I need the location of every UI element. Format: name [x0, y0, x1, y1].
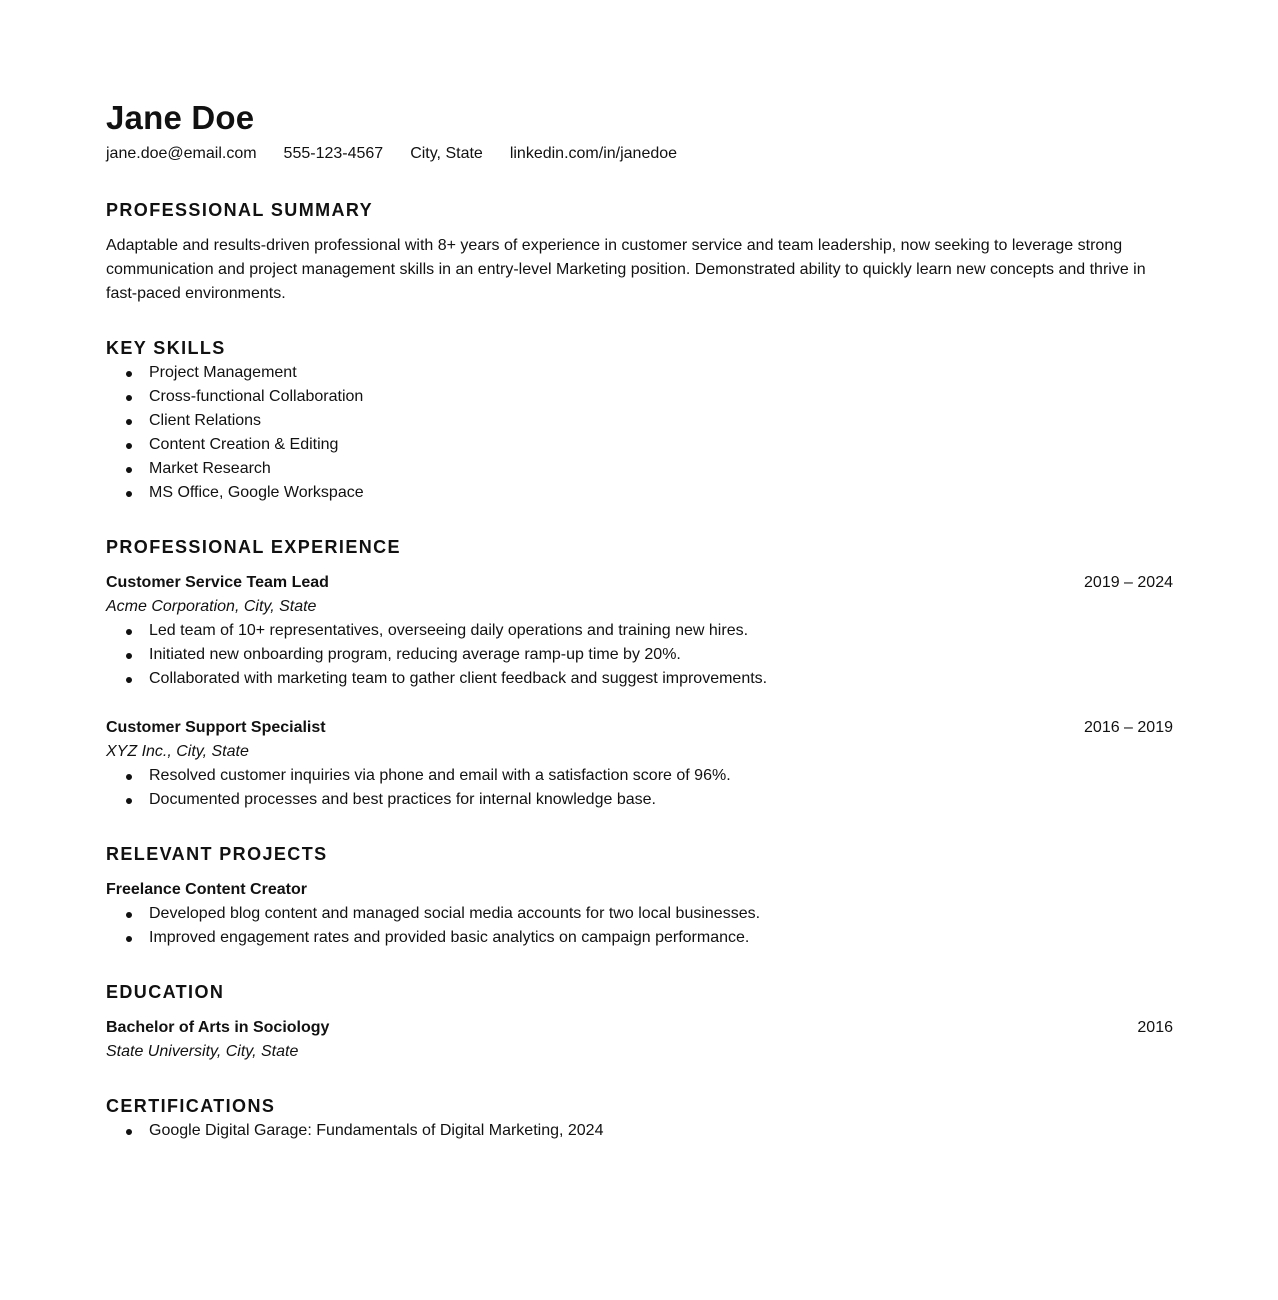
education-section [106, 979, 1173, 1064]
bullet-dot [126, 443, 132, 449]
job-header [106, 716, 1173, 740]
section-title-summary: PROFESSIONAL SUMMARY [106, 200, 374, 220]
job-dates: 2016 – 2019 [1084, 719, 1173, 736]
summary-section [106, 197, 1173, 306]
section-title-experience: PROFESSIONAL EXPERIENCE [106, 537, 401, 557]
resume-header [106, 96, 1173, 166]
skill-text: Market Research [149, 460, 271, 477]
job-bullet [106, 619, 1173, 643]
job-bullet-text: Led team of 10+ representatives, overseeing daily operations and training new hires. [149, 622, 749, 639]
skill-text: Client Relations [149, 412, 262, 429]
job-header [106, 571, 1173, 595]
job-bullet-text: Documented processes and best practices for internal knowledge base. [149, 791, 656, 808]
job-bullet [106, 788, 1173, 812]
certifications-list [106, 1119, 1173, 1143]
resume [106, 96, 1173, 1143]
bullet-dot [126, 371, 132, 377]
skill-text: MS Office, Google Workspace [149, 484, 364, 501]
bullet-dot [126, 774, 132, 780]
graduation-year: 2016 [1137, 1019, 1173, 1036]
job-bullets [106, 619, 1173, 691]
candidate-name: Jane Doe [106, 99, 255, 136]
skill-item [106, 409, 1173, 433]
bullet-dot [126, 936, 132, 942]
section-title-education: EDUCATION [106, 982, 225, 1002]
job-title: Customer Support Specialist [106, 719, 326, 736]
job-bullet [106, 667, 1173, 691]
bullet-dot [126, 467, 132, 473]
project-bullet [106, 926, 1173, 950]
project-bullet-text: Developed blog content and managed social media accounts for two local businesses. [149, 905, 761, 922]
summary-text: Adaptable and results-driven professional with 8+ years of experience in customer service and team leadership, now seeking to leverage strong communication and project management skills in an entry-level Marketing position. Demonstrated ability to quickly learn new concepts and thrive in fast-paced environments. [106, 237, 1146, 302]
certification-text: Google Digital Garage: Fundamentals of Digital Marketing, 2024 [149, 1122, 604, 1139]
section-title-certifications: CERTIFICATIONS [106, 1096, 276, 1116]
certifications-section [106, 1093, 1173, 1143]
bullet-dot [126, 912, 132, 918]
bullet-dot [126, 677, 132, 683]
education-header [106, 1016, 1173, 1040]
project-bullet-text: Improved engagement rates and provided basic analytics on campaign performance. [149, 929, 750, 946]
bullet-dot [126, 798, 132, 804]
skill-text: Cross-functional Collaboration [149, 388, 364, 405]
skills-section [106, 335, 1173, 505]
experience-section [106, 534, 1173, 812]
job-dates: 2019 – 2024 [1084, 574, 1173, 591]
certification-item [106, 1119, 1173, 1143]
school-name: State University, City, State [106, 1043, 299, 1060]
job-entry [106, 716, 1173, 812]
job-title: Customer Service Team Lead [106, 574, 329, 591]
job-bullets [106, 764, 1173, 812]
job-bullet [106, 764, 1173, 788]
contact-email: jane.doe@email.com [106, 145, 257, 162]
skill-item [106, 481, 1173, 505]
contact-line [106, 142, 1173, 166]
bullet-dot [126, 419, 132, 425]
education-entry [106, 1016, 1173, 1064]
skills-list [106, 361, 1173, 505]
project-entry [106, 878, 1173, 950]
bullet-dot [126, 395, 132, 401]
job-bullet-text: Collaborated with marketing team to gather client feedback and suggest improvements. [149, 670, 768, 687]
degree-name: Bachelor of Arts in Sociology [106, 1019, 330, 1036]
project-header [106, 878, 1173, 902]
bullet-dot [126, 491, 132, 497]
skill-text: Project Management [149, 364, 297, 381]
skill-item [106, 361, 1173, 385]
job-company: XYZ Inc., City, State [106, 743, 249, 760]
job-company: Acme Corporation, City, State [106, 598, 317, 615]
skill-item [106, 457, 1173, 481]
skill-item [106, 433, 1173, 457]
project-bullet [106, 902, 1173, 926]
contact-location: City, State [410, 145, 483, 162]
job-bullet [106, 643, 1173, 667]
contact-phone: 555-123-4567 [283, 145, 384, 162]
projects-section [106, 841, 1173, 950]
skill-item [106, 385, 1173, 409]
section-title-skills: KEY SKILLS [106, 338, 226, 358]
bullet-dot [126, 629, 132, 635]
section-title-projects: RELEVANT PROJECTS [106, 844, 328, 864]
project-bullets [106, 902, 1173, 950]
bullet-dot [126, 1129, 132, 1135]
job-bullet-text: Initiated new onboarding program, reducing average ramp-up time by 20%. [149, 646, 681, 663]
job-bullet-text: Resolved customer inquiries via phone and email with a satisfaction score of 96%. [149, 767, 731, 784]
skill-text: Content Creation & Editing [149, 436, 339, 453]
project-name: Freelance Content Creator [106, 881, 307, 898]
bullet-dot [126, 653, 132, 659]
job-entry [106, 571, 1173, 691]
contact-linkedin: linkedin.com/in/janedoe [509, 145, 678, 162]
